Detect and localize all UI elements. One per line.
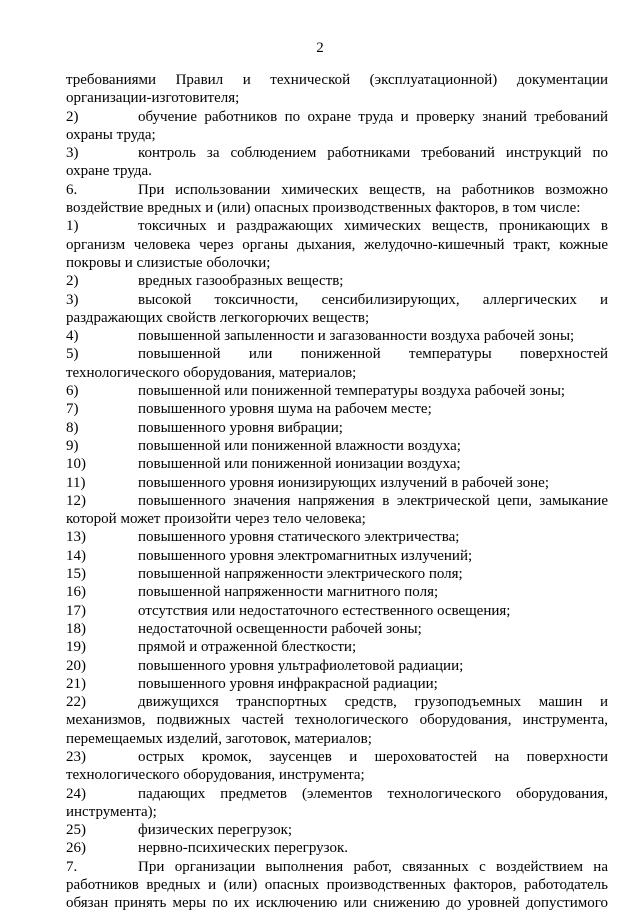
paragraph-item	[66, 620, 608, 638]
item-text: повышенной или пониженной температуры воздуха рабочей зоны;	[138, 383, 566, 400]
item-number: 3)	[66, 291, 79, 308]
paragraph-item	[66, 327, 608, 345]
item-number: 19)	[66, 639, 86, 656]
item-number: 17)	[66, 602, 86, 619]
paragraph-item	[66, 181, 608, 218]
item-text: повышенного уровня вибрации;	[138, 419, 343, 436]
paragraph-item	[66, 492, 608, 529]
paragraph-item	[66, 382, 608, 400]
item-number: 6.	[66, 181, 78, 198]
paragraph-item	[66, 144, 608, 181]
item-text: повышенной или пониженной температуры поверхностей технологического оборудования, материалов;	[66, 346, 608, 381]
item-number: 18)	[66, 620, 86, 637]
item-number: 12)	[66, 492, 86, 509]
paragraph-item	[66, 217, 608, 272]
paragraph-item	[66, 565, 608, 583]
item-text: повышенного уровня ультрафиолетовой радиации;	[138, 657, 464, 674]
item-text: повышенного уровня инфракрасной радиации;	[138, 675, 438, 692]
item-number: 11)	[66, 474, 86, 491]
item-text: вредных газообразных веществ;	[138, 273, 344, 290]
item-number: 8)	[66, 419, 79, 436]
paragraph-item	[66, 345, 608, 382]
item-text: повышенной запыленности и загазованности воздуха рабочей зоны;	[138, 328, 575, 345]
item-text: острых кромок, заусенцев и шероховатостей на поверхности технологического оборудования, инструмента;	[66, 748, 608, 784]
paragraph-item	[66, 291, 608, 328]
item-number: 7)	[66, 401, 79, 418]
item-number: 9)	[66, 437, 79, 454]
item-text: отсутствия или недостаточного естественного освещения;	[138, 602, 511, 619]
paragraph-item	[66, 419, 608, 437]
item-number: 26)	[66, 840, 86, 857]
paragraph-item	[66, 821, 608, 839]
paragraph-item	[66, 657, 608, 675]
document-body	[66, 71, 608, 913]
item-text: повышенного уровня шума на рабочем месте;	[138, 401, 432, 418]
item-text: токсичных и раздражающих химических веществ, проникающих в организм человека через органы дыхания, желудочно-кишечный тракт, кожные покровы и слизистые оболочки;	[66, 218, 608, 271]
item-text: нервно-психических перегрузок.	[138, 840, 348, 857]
paragraph-item	[66, 602, 608, 620]
item-number: 24)	[66, 785, 86, 802]
item-number: 1)	[66, 218, 79, 235]
paragraph-item	[66, 839, 608, 857]
paragraph-item	[66, 400, 608, 418]
item-text: повышенного уровня электромагнитных излучений;	[138, 547, 473, 564]
page-number: 2	[316, 40, 324, 56]
paragraph-item	[66, 785, 608, 822]
item-text: При организации выполнения работ, связанных с воздействием на работников вредных и (или) опасных производственных факторов, работодатель обязан принять меры по их исключению или снижению до уровней допустимого	[66, 858, 608, 912]
paragraph-item	[66, 272, 608, 290]
item-number: 10)	[66, 456, 86, 473]
item-number: 23)	[66, 748, 86, 765]
item-text: повышенной напряженности электрического поля;	[138, 566, 463, 583]
paragraph-item	[66, 748, 608, 785]
paragraph-item	[66, 474, 608, 492]
item-number: 20)	[66, 657, 86, 674]
paragraph-item	[66, 638, 608, 656]
paragraph-item	[66, 71, 608, 108]
item-text: повышенного значения напряжения в электрической цепи, замыкание которой может произойти через тело человека;	[66, 492, 608, 528]
paragraph-item	[66, 583, 608, 601]
item-text: прямой и отраженной блесткости;	[138, 639, 357, 656]
paragraph-item	[66, 437, 608, 455]
item-number: 21)	[66, 675, 86, 692]
item-text: недостаточной освещенности рабочей зоны;	[138, 620, 422, 637]
item-number: 14)	[66, 547, 86, 564]
item-text: повышенной или пониженной ионизации воздуха;	[138, 456, 461, 473]
item-number: 13)	[66, 529, 86, 546]
item-text: повышенной или пониженной влажности воздуха;	[138, 437, 461, 454]
item-text: падающих предметов (элементов технологического оборудования, инструмента);	[66, 785, 608, 820]
item-number: 16)	[66, 584, 86, 601]
paragraph-item	[66, 693, 608, 748]
item-number: 22)	[66, 694, 86, 711]
item-text: требованиями Правил и технической (эксплуатационной) документации организации-изготовителя;	[66, 72, 608, 107]
item-number: 6)	[66, 383, 79, 400]
item-number: 3)	[66, 145, 79, 162]
item-number: 5)	[66, 346, 79, 363]
item-text: движущихся транспортных средств, грузоподъемных машин и механизмов, подвижных частей технологического оборудования, инструмента, перемещаемых изделий, заготовок, материалов;	[66, 694, 608, 747]
paragraph-item	[66, 547, 608, 565]
item-text: повышенной напряженности магнитного поля;	[138, 584, 439, 601]
item-text: высокой токсичности, сенсибилизирующих, аллергических и раздражающих свойств легкогорючих веществ;	[66, 291, 608, 326]
item-number: 25)	[66, 822, 86, 839]
item-number: 2)	[66, 273, 79, 290]
item-number: 15)	[66, 566, 86, 583]
paragraph-item	[66, 528, 608, 546]
paragraph-item	[66, 108, 608, 145]
paragraph-item	[66, 455, 608, 473]
item-text: При использовании химических веществ, на работников возможно воздействие вредных и (или) опасных производственных факторов, в том числе:	[66, 181, 608, 217]
item-text: повышенного уровня ионизирующих излучений в рабочей зоне;	[138, 474, 549, 491]
item-number: 7.	[66, 858, 78, 875]
item-text: повышенного уровня статического электричества;	[138, 529, 460, 546]
item-text: обучение работников по охране труда и проверку знаний требований охраны труда;	[66, 108, 608, 143]
item-text: контроль за соблюдением работниками требований инструкций по охране труда.	[66, 145, 608, 180]
paragraph-item	[66, 675, 608, 693]
paragraph-item	[66, 858, 608, 913]
item-number: 2)	[66, 108, 79, 125]
item-number: 4)	[66, 328, 79, 345]
item-text: физических перегрузок;	[138, 822, 293, 839]
